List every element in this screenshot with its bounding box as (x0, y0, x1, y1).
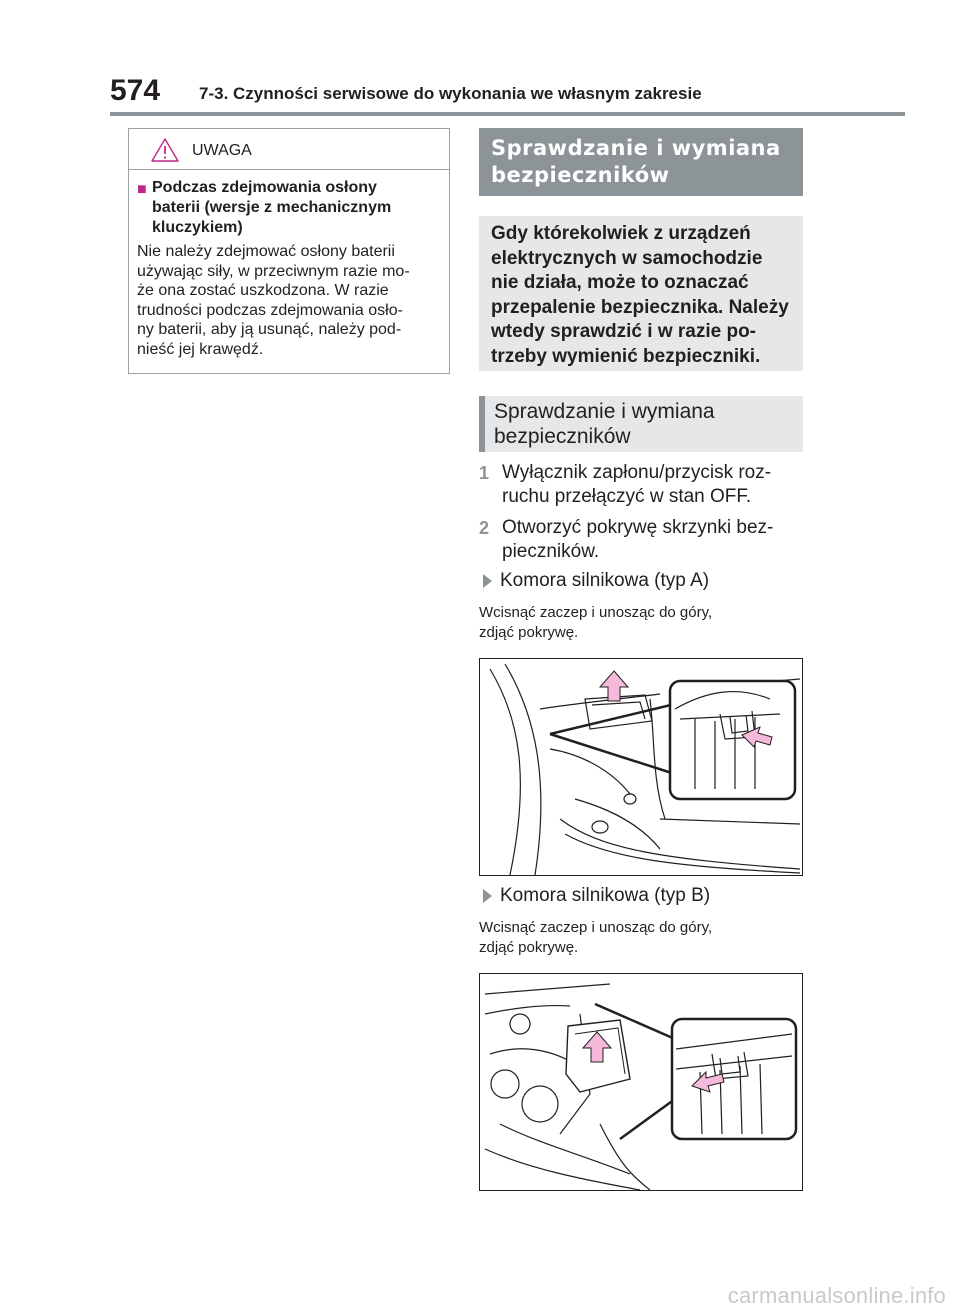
warning-subtitle-line: baterii (wersje z mechanicznym (152, 199, 392, 216)
header-rule (110, 112, 905, 116)
warning-body-line: nieść jej krawędź. (137, 340, 264, 358)
engine-bay-b-illustration (480, 974, 802, 1190)
subsection-title (494, 399, 794, 449)
variant-a-note (479, 603, 799, 642)
subsection-title-line: bezpieczników (494, 425, 631, 448)
step-line: Wyłącznik zapłonu/przycisk roz- (502, 462, 772, 483)
figure-engine-bay-type-b (479, 973, 803, 1191)
intro-line: trzeby wymienić bezpieczniki. (491, 345, 761, 367)
warning-title: UWAGA (192, 142, 252, 159)
page-number: 574 (110, 74, 161, 107)
step-line: Otworzyć pokrywę skrzynki bez- (502, 517, 774, 538)
note-line: Wcisnąć zaczep i unosząc do góry, (479, 919, 713, 936)
watermark: carmanualsonline.info (727, 1283, 946, 1308)
warning-subtitle (152, 178, 442, 238)
warning-divider (129, 169, 449, 170)
intro-line: elektrycznych w samochodzie (491, 247, 763, 269)
warning-subtitle-line: Podczas zdejmowania osłony (152, 179, 377, 196)
step-line: ruchu przełączyć w stan OFF. (502, 485, 752, 507)
figure-engine-bay-type-a (479, 658, 803, 876)
note-line: zdjąć pokrywę. (479, 623, 579, 641)
warning-body-line: trudności podczas zdejmowania osło- (137, 301, 403, 319)
subsection-heading (479, 396, 803, 452)
intro-line: wtedy sprawdzić i w razie po- (491, 321, 757, 342)
intro-line: Gdy którekolwiek z urządzeń (491, 223, 751, 244)
step-text (502, 516, 802, 563)
chapter-title: 7-3. Czynności serwisowe do wykonania we własnym zakresie (199, 84, 702, 103)
intro-box (479, 216, 803, 371)
section-title-line: bezpieczników (491, 163, 670, 187)
warning-subtitle-line: kluczykiem) (152, 219, 243, 236)
step-number: 1 (479, 463, 490, 483)
warning-box (128, 128, 450, 374)
warning-header (129, 129, 449, 169)
section-title-bar (479, 128, 803, 196)
variant-b-note (479, 918, 799, 957)
warning-body-line: że ona zostać uszkodzona. W razie (137, 282, 389, 299)
warning-body-line: ny baterii, aby ją usunąć, należy pod- (137, 321, 402, 338)
warning-triangle-icon (150, 137, 180, 163)
note-line: zdjąć pokrywę. (479, 938, 579, 956)
engine-bay-a-illustration (480, 659, 802, 875)
subsection-accent-bar (479, 396, 485, 452)
variant-b-label: Komora silnikowa (typ B) (500, 885, 711, 906)
section-title-line: Sprawdzanie i wymiana (491, 136, 781, 160)
triangle-bullet-icon (483, 574, 492, 588)
note-line: Wcisnąć zaczep i unosząc do góry, (479, 604, 713, 621)
warning-bullet-square: ■ (137, 181, 147, 198)
warning-body-line: używając siły, w przeciwnym razie mo- (137, 262, 410, 280)
warning-body-line: Nie należy zdejmować osłony baterii (137, 243, 395, 260)
subsection-title-line: Sprawdzanie i wymiana (494, 400, 715, 423)
intro-line: nie działa, może to oznaczać (491, 272, 749, 293)
variant-a-label: Komora silnikowa (typ A) (500, 570, 710, 591)
triangle-bullet-icon (483, 889, 492, 903)
intro-line: przepalenie bezpiecznika. Należy (491, 296, 789, 318)
warning-body (137, 242, 445, 359)
step-number: 2 (479, 518, 490, 538)
step-line: pieczników. (502, 540, 600, 562)
step-text (502, 461, 802, 508)
